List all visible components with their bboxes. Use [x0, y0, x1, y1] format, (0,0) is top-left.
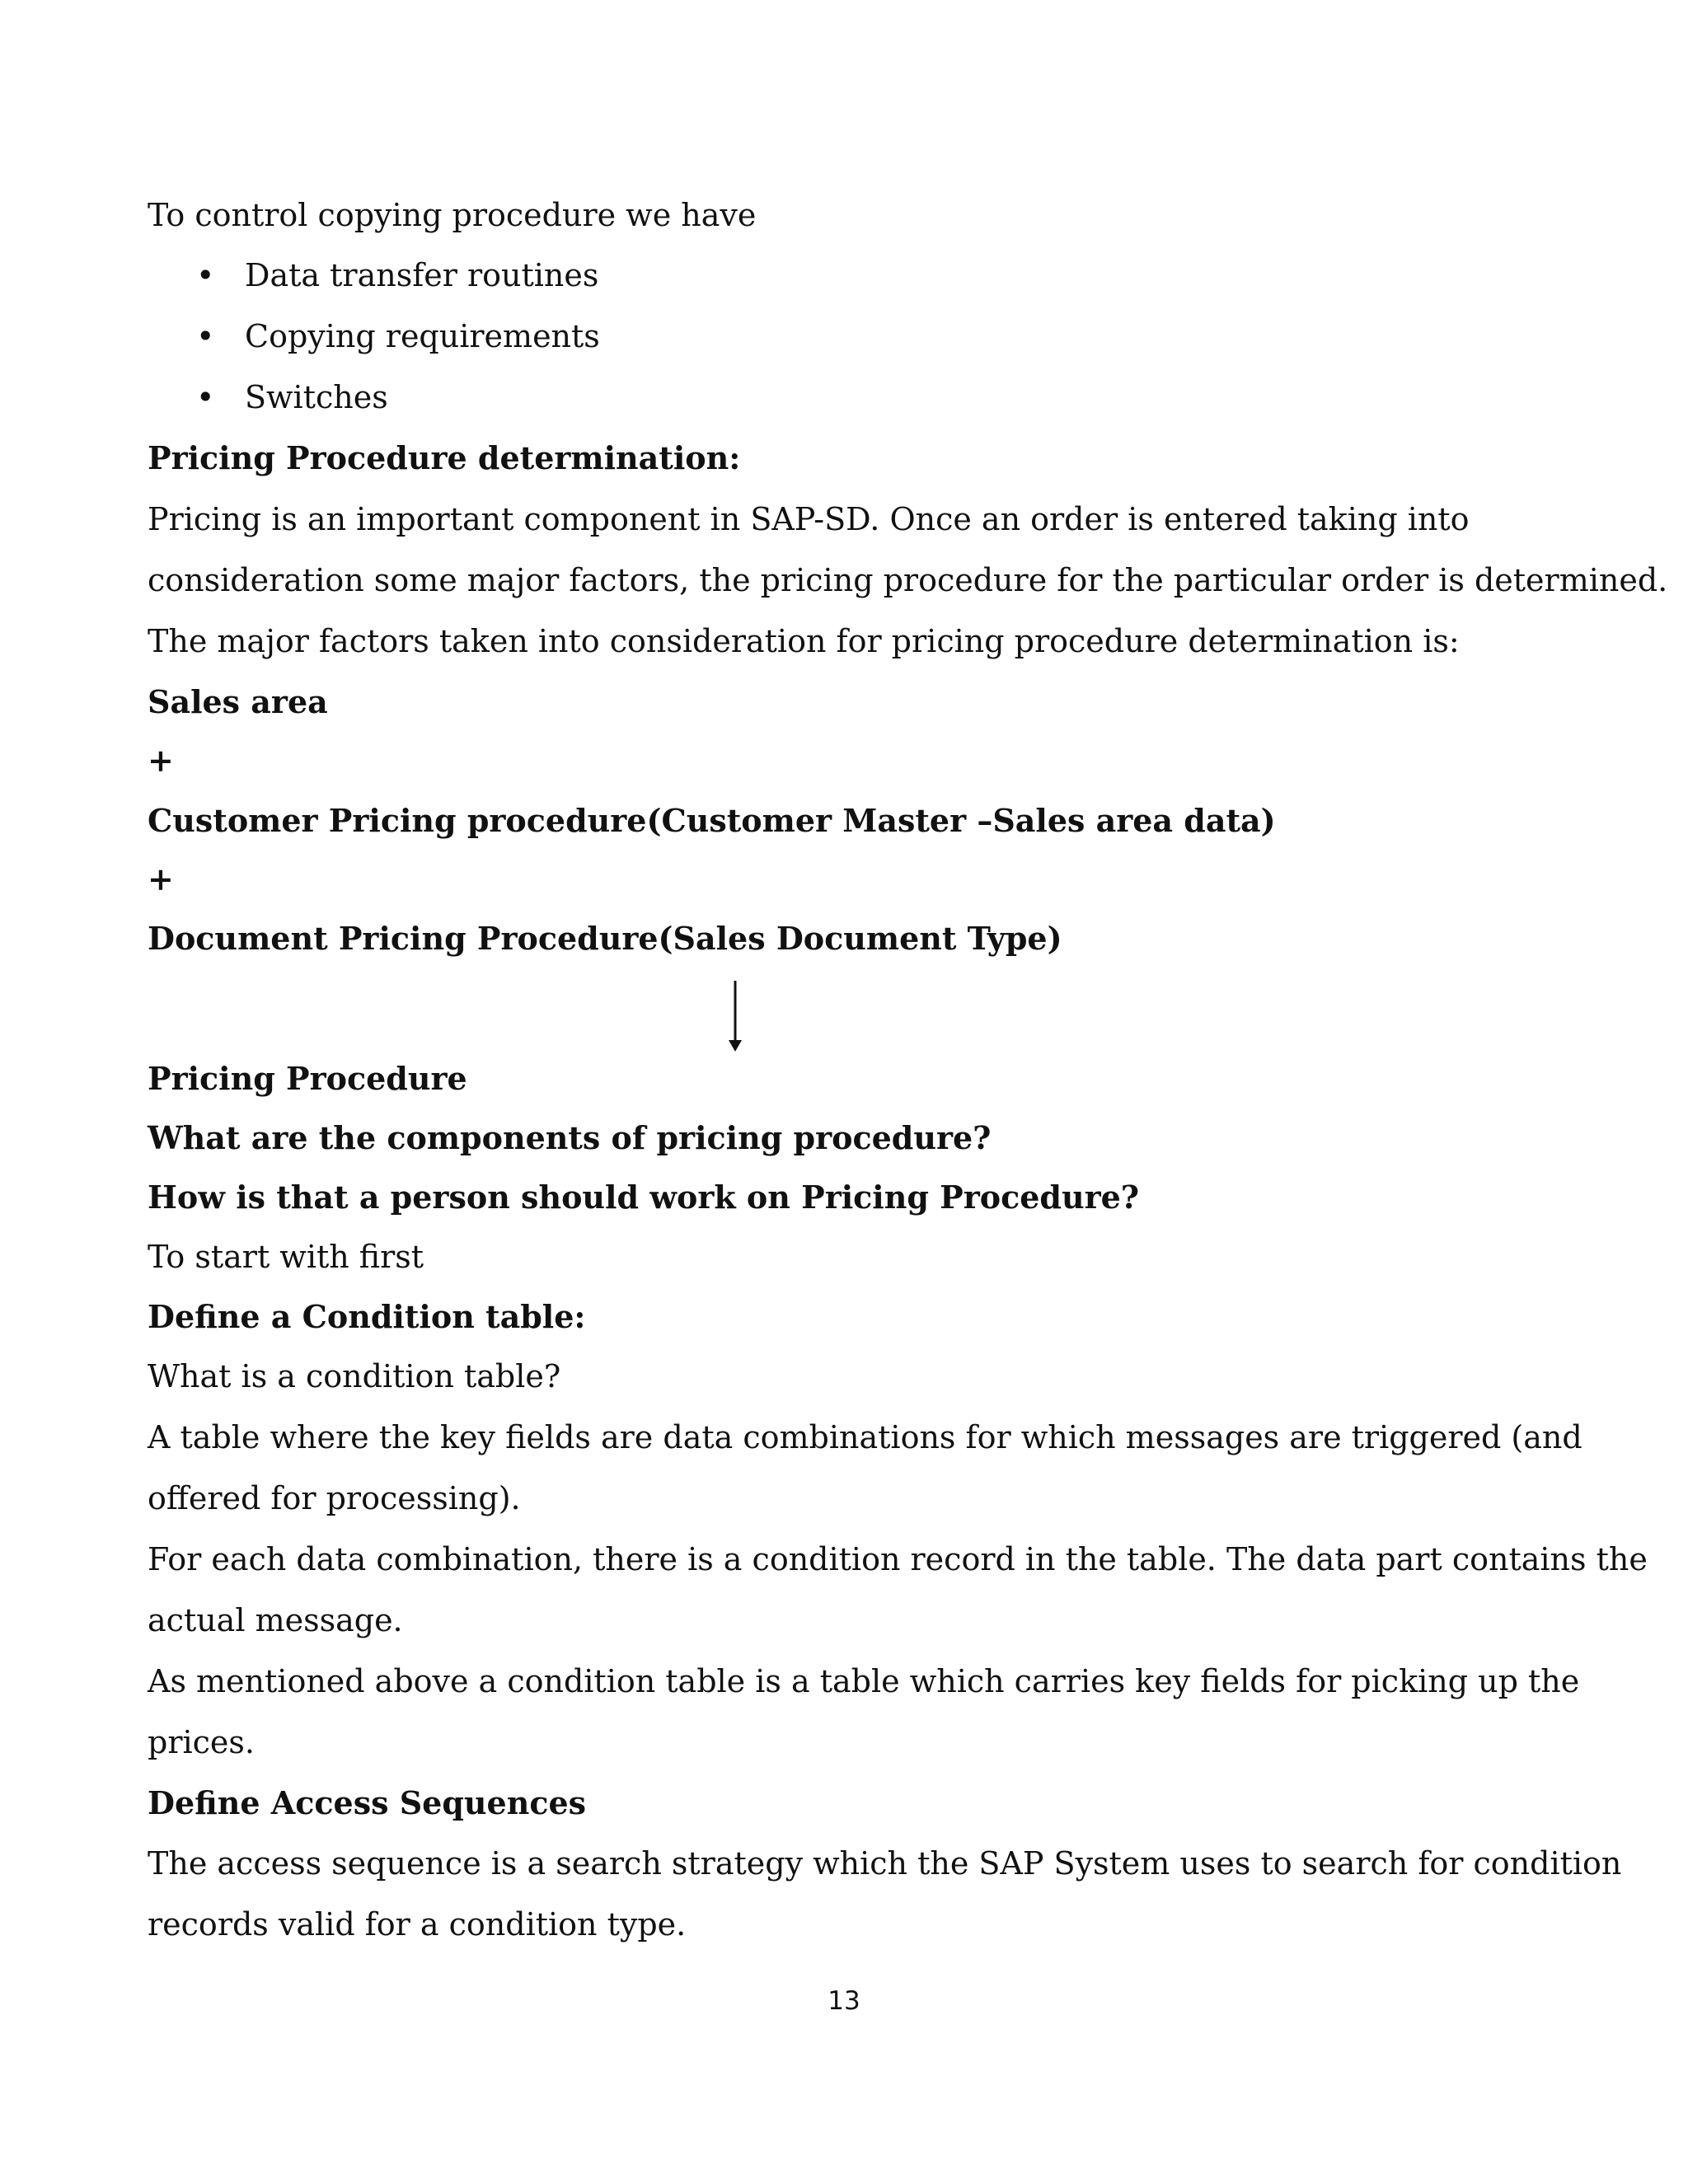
question-how-to-work: How is that a person should work on Pricing Procedure? [148, 1179, 1140, 1216]
bullet-item-text: Copying requirements [245, 318, 600, 354]
question-components: What are the components of pricing procedure? [148, 1119, 992, 1156]
condition-paragraph-line: prices. [148, 1724, 255, 1760]
bullet-icon: • [196, 318, 215, 354]
pricing-paragraph-line: consideration some major factors, the pricing procedure for the particular order is determined. [148, 562, 1668, 598]
result-pricing-procedure: Pricing Procedure [148, 1060, 467, 1097]
down-arrow-icon [726, 981, 744, 1053]
condition-table-question: What is a condition table? [148, 1358, 561, 1394]
condition-paragraph-line: As mentioned above a condition table is a table which carries key fields for picking up the [148, 1663, 1580, 1699]
factor-sales-area: Sales area [148, 683, 328, 720]
intro-text: To control copying procedure we have [148, 197, 757, 233]
pricing-paragraph-line: The major factors taken into consideration for pricing procedure determination is: [148, 623, 1460, 659]
condition-paragraph-line: offered for processing). [148, 1480, 521, 1516]
factor-customer-pricing-procedure: Customer Pricing procedure(Customer Master –Sales area data) [148, 802, 1276, 839]
factor-document-pricing-procedure: Document Pricing Procedure(Sales Document Type) [148, 920, 1062, 957]
bullet-item-text: Data transfer routines [245, 257, 599, 293]
condition-paragraph-line: A table where the key fields are data combinations for which messages are triggered (and [148, 1419, 1582, 1455]
condition-paragraph-line: actual message. [148, 1602, 403, 1638]
factor-plus: + [148, 860, 174, 898]
start-text: To start with first [148, 1239, 424, 1275]
bullet-icon: • [196, 257, 215, 293]
condition-table-heading: Define a Condition table: [148, 1298, 586, 1335]
bullet-item-text: Switches [245, 379, 388, 415]
access-paragraph-line: records valid for a condition type. [148, 1906, 687, 1943]
factor-plus: + [148, 742, 174, 779]
access-sequences-heading: Define Access Sequences [148, 1784, 587, 1821]
bullet-icon: • [196, 379, 215, 415]
page-number: 13 [828, 1986, 860, 2016]
access-paragraph-line: The access sequence is a search strategy which the SAP System uses to search for condition [148, 1845, 1622, 1882]
pricing-heading: Pricing Procedure determination: [148, 439, 741, 476]
pricing-paragraph-line: Pricing is an important component in SAP-SD. Once an order is entered taking into [148, 501, 1470, 537]
condition-paragraph-line: For each data combination, there is a condition record in the table. The data part contains the [148, 1541, 1648, 1577]
